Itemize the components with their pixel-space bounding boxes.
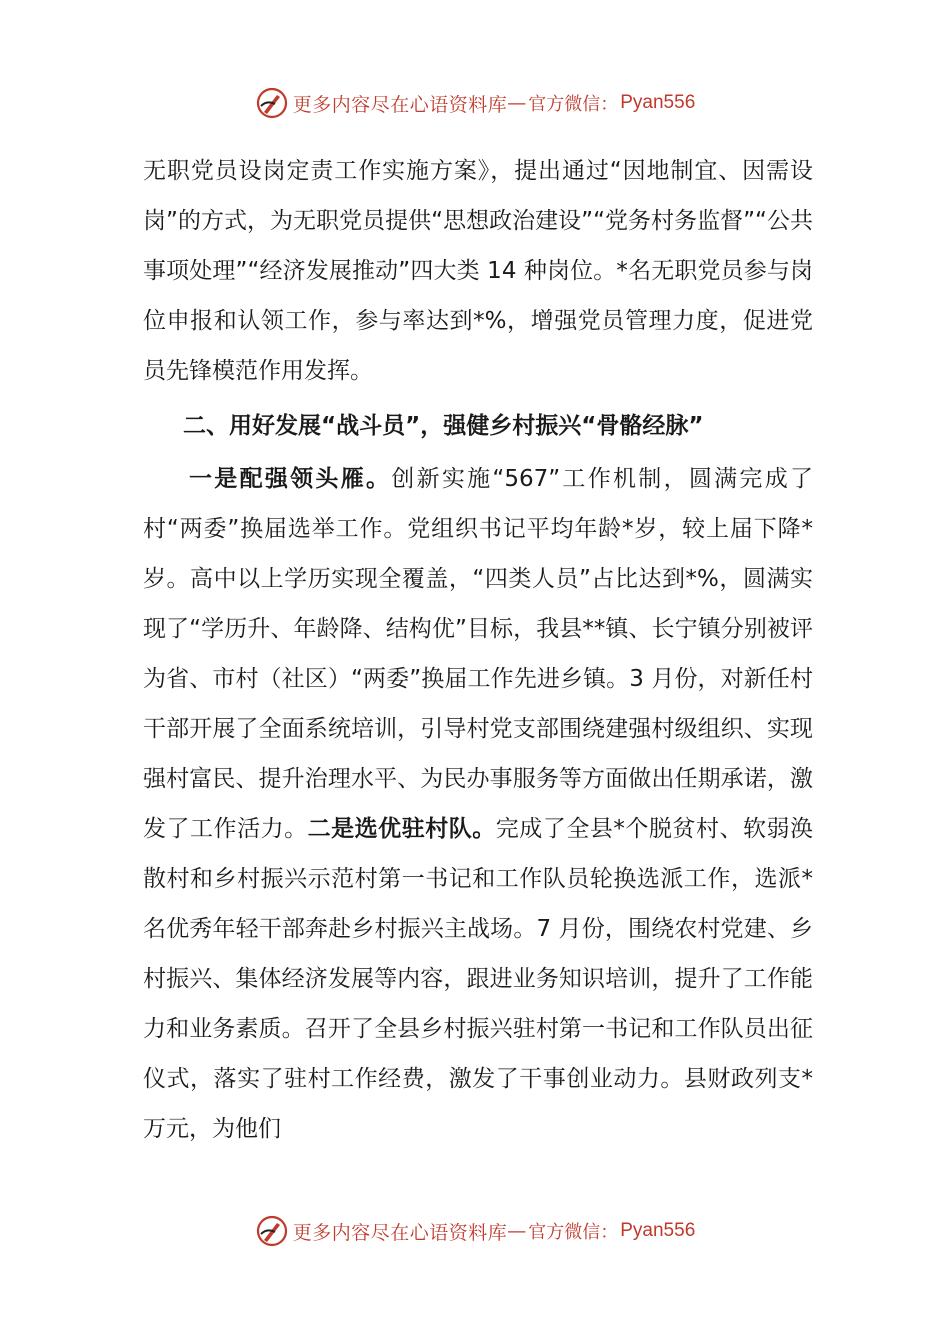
banner-dash: —	[507, 1220, 527, 1242]
banner-account: Pyan556	[620, 92, 696, 113]
paragraph-2-text: 创新实施“567”工作机制，圆满完成了村“两委”换届选举工作。党组织书记平均年龄*岁，较上届下降*岁。高中以上学历实现全覆盖，“四类人员”占比达到*%，圆满实现了“学历升、年龄降、结构优”目标，我县**镇、长宁镇分别被评为省、市村（社区）“两委”换届工作先进乡镇。3 月份，对新任村干部开展了全面系统培训，引导村党支部围绕建强村级组织、实现强村富民、提升治理水平、为民办事服务等方面做出任期承诺，激发了工作活力。	[143, 466, 813, 842]
pen-logo-icon	[255, 86, 289, 120]
header-banner	[0, 83, 950, 123]
banner-label: 官方微信：	[528, 1222, 619, 1243]
lead-phrase-2: 二是选优驻村队。	[307, 816, 496, 842]
lead-phrase-1: 一是配强领头雁。	[189, 466, 392, 492]
pen-logo-icon	[255, 1214, 289, 1248]
paragraph-2	[143, 454, 813, 1154]
banner-account: Pyan556	[620, 1220, 696, 1241]
banner-title: 更多内容尽在心语资料库	[292, 93, 508, 116]
document-body	[143, 146, 813, 1154]
banner-label: 官方微信：	[528, 94, 619, 115]
paragraph-2-text-2: 完成了全县*个脱贫村、软弱涣散村和乡村振兴示范村第一书记和工作队员轮换选派工作，选派*名优秀年轻干部奔赴乡村振兴主战场。7 月份，围绕农村党建、乡村振兴、集体经济发展等内容，跟进业务知识培训，提升了工作能力和业务素质。召开了全县乡村振兴驻村第一书记和工作队员出征仪式，落实了驻村工作经费，激发了干事创业动力。县财政列支*万元，为他们	[143, 816, 814, 1142]
section-heading: 二、用好发展“战斗员”，强健乡村振兴“骨骼经脉”	[183, 413, 704, 439]
banner-title: 更多内容尽在心语资料库	[292, 1221, 508, 1244]
paragraph-1: 无职党员设岗定责工作实施方案》，提出通过“因地制宜、因需设岗”的方式，为无职党员提供“思想政治建设”“党务村务监督”“公共事项处理”“经济发展推动”四大类 14 种岗位。*名无职党员参与岗位申报和认领工作，参与率达到*%，增强党员管理力度，促进党员先锋模范作用发挥。	[143, 158, 813, 384]
banner-dash: —	[507, 92, 527, 114]
footer-banner	[0, 1211, 950, 1251]
